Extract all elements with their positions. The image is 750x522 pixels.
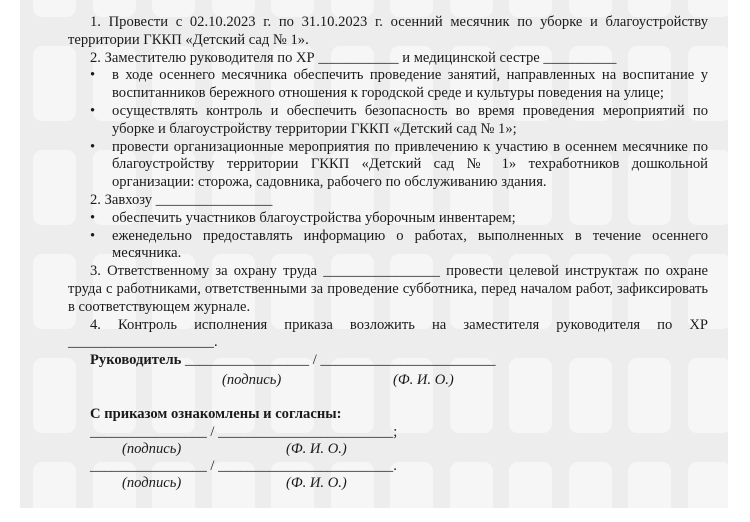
watermark-tile	[628, 358, 671, 433]
fio-caption: (Ф. И. О.)	[286, 441, 347, 457]
list-item: • провести организационные мероприятия по привлечению к участию в осеннем месячнике по благоустройству территории ГККП «Детский сад № 1» техработников дошкольной организации: сторожа, садовника, рабочего по обслуживанию здания.	[90, 138, 708, 191]
watermark-tile	[509, 358, 552, 433]
signature-caption: (подпись)	[122, 475, 182, 491]
list-item: • в ходе осеннего месячника обеспечить проведение занятий, направленных на воспитание у воспитанников бережного отношения к городской среде и культуры поведения на улице;	[90, 67, 708, 102]
watermark-tile	[33, 358, 76, 433]
bullet-icon: •	[90, 67, 96, 84]
fio-caption: (Ф. И. О.)	[286, 475, 347, 491]
head-label: Руководитель	[90, 352, 182, 368]
acknowledgement-row-2: ________________ / ________________________.	[90, 458, 397, 474]
list-item: • осуществлять контроль и обеспечить безопасность во время проведения мероприятий по уборке и благоустройству территории ГККП «Детский сад № 1»;	[90, 102, 708, 137]
watermark-tile	[509, 462, 552, 508]
signature-caption: (подпись)	[222, 372, 282, 388]
order-document	[68, 14, 708, 352]
list-item: • еженедельно предоставлять информацию о работах, выполненных в течение осеннего месячника.	[90, 227, 708, 262]
bullet-icon: •	[90, 227, 96, 244]
watermark-tile	[450, 462, 493, 508]
paragraph-2b: 2. Завхозу ________________	[90, 191, 273, 208]
acknowledgement-row-1: ________________ / ________________________;	[90, 424, 398, 440]
acknowledgement-label: С приказом ознакомлены и согласны:	[90, 406, 342, 422]
watermark-tile	[688, 358, 729, 433]
watermark-tile	[569, 358, 612, 433]
watermark-tile	[688, 462, 729, 508]
paragraph-3: 3. Ответственному за охрану труда ________________ провести целевой инструктаж по охране труда с работниками, ответственными за проведение субботника, перед началом работ, зафиксировать в соответствующем журнале.	[68, 263, 708, 315]
paragraph-4: 4. Контроль исполнения приказа возложить на заместителя руководителя по ХР ____________________.	[68, 316, 708, 351]
fio-caption: (Ф. И. О.)	[393, 372, 454, 388]
list-item: • обеспечить участников благоустройства уборочным инвентарем;	[90, 209, 516, 226]
bullet-icon: •	[90, 138, 96, 155]
watermark-tile	[628, 462, 671, 508]
watermark-tile	[33, 462, 76, 508]
bullet-icon: •	[90, 102, 96, 119]
paragraph-2: 2. Заместителю руководителя по ХР ___________ и медицинской сестре __________	[90, 49, 617, 66]
watermark-tile	[569, 462, 612, 508]
signature-caption: (подпись)	[122, 441, 182, 457]
paragraph-1: 1. Провести с 02.10.2023 г. по 31.10.2023 г. осенний месячник по уборке и благоустройству территории ГККП «Детский сад № 1».	[68, 14, 708, 48]
bullet-icon: •	[90, 209, 96, 226]
head-signature-line: Руководитель _________________ / ________________________	[90, 352, 496, 368]
